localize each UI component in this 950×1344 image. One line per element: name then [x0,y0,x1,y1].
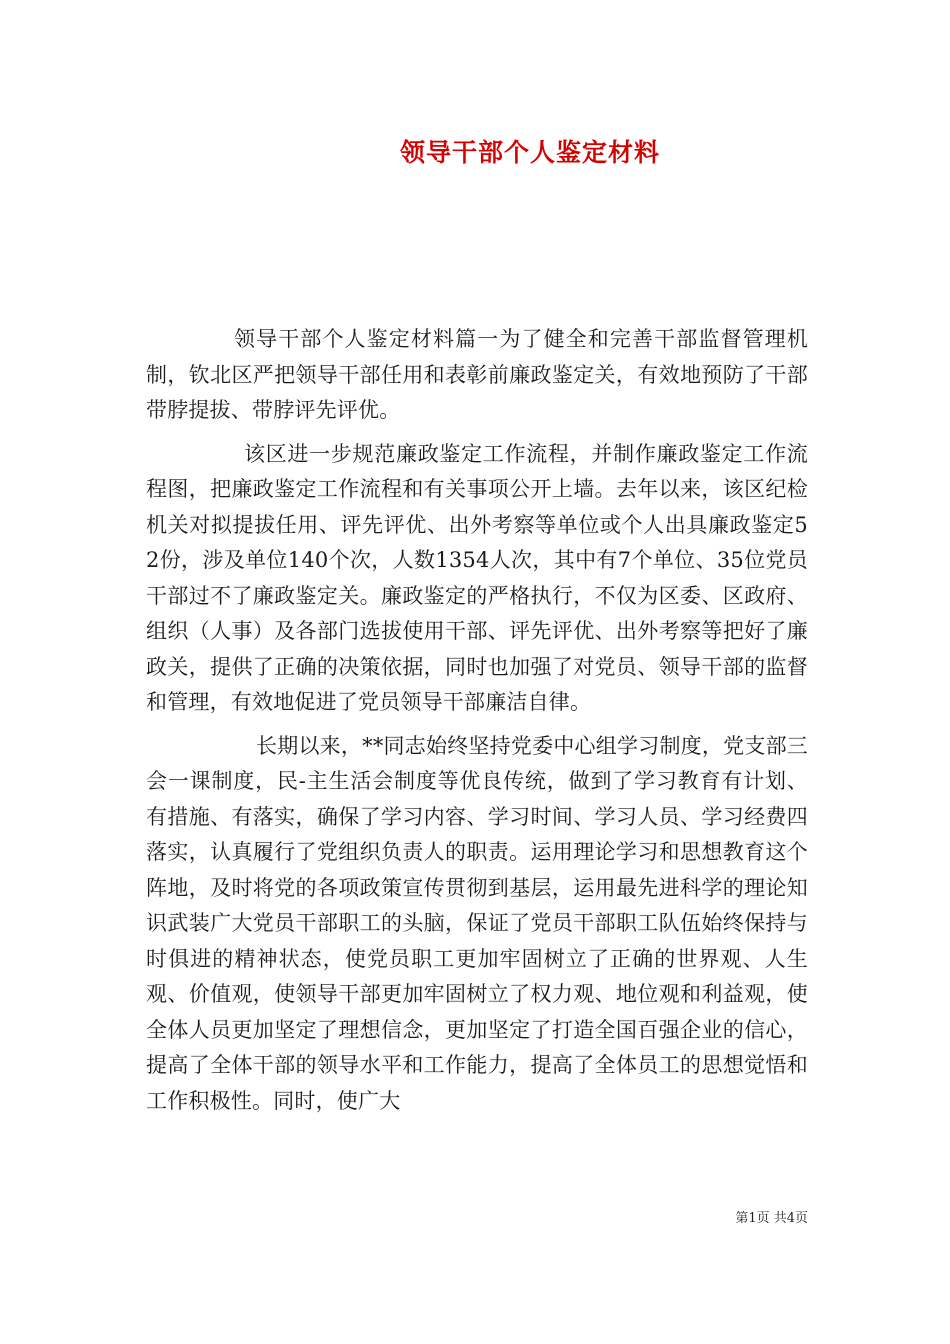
document-body [146,322,808,1127]
paragraph-1: 领导干部个人鉴定材料篇一为了健全和完善干部监督管理机制，钦北区严把领导干部任用和表彰前廉政鉴定关，有效地预防了干部带脖提拔、带脖评先评优。 [146,327,808,422]
paragraph-2: 该区进一步规范廉政鉴定工作流程，并制作廉政鉴定工作流程图，把廉政鉴定工作流程和有关事项公开上墙。去年以来，该区纪检机关对拟提拔任用、评先评优、出外考察等单位或个人出具廉政鉴定52份，涉及单位140个次，人数1354人次，其中有7个单位、35位党员干部过不了廉政鉴定关。廉政鉴定的严格执行，不仅为区委、区政府、组织（人事）及各部门选拔使用干部、评先评优、出外考察等把好了廉政关，提供了正确的决策依据，同时也加强了对党员、领导干部的监督和管理，有效地促进了党员领导干部廉洁自律。 [146,441,808,714]
document-title: 领导干部个人鉴定材料 [399,138,660,167]
page-number-footer: 第1页 共4页 [735,1211,808,1226]
paragraph-3: 长期以来，**同志始终坚持党委中心组学习制度，党支部三会一课制度，民-主生活会制度等优良传统，做到了学习教育有计划、有措施、有落实，确保了学习内容、学习时间、学习人员、学习经费四落实，认真履行了党组织负责人的职责。运用理论学习和思想教育这个阵地，及时将党的各项政策宣传贯彻到基层，运用最先进科学的理论知识武装广大党员干部职工的头脑，保证了党员干部职工队伍始终保持与时俱进的精神状态，使党员职工更加牢固树立了正确的世界观、人生观、价值观，使领导干部更加牢固树立了权力观、地位观和利益观，使全体人员更加坚定了理想信念，更加坚定了打造全国百强企业的信心，提高了全体干部的领导水平和工作能力，提高了全体员工的思想觉悟和工作积极性。同时，使广大 [146,733,808,1113]
